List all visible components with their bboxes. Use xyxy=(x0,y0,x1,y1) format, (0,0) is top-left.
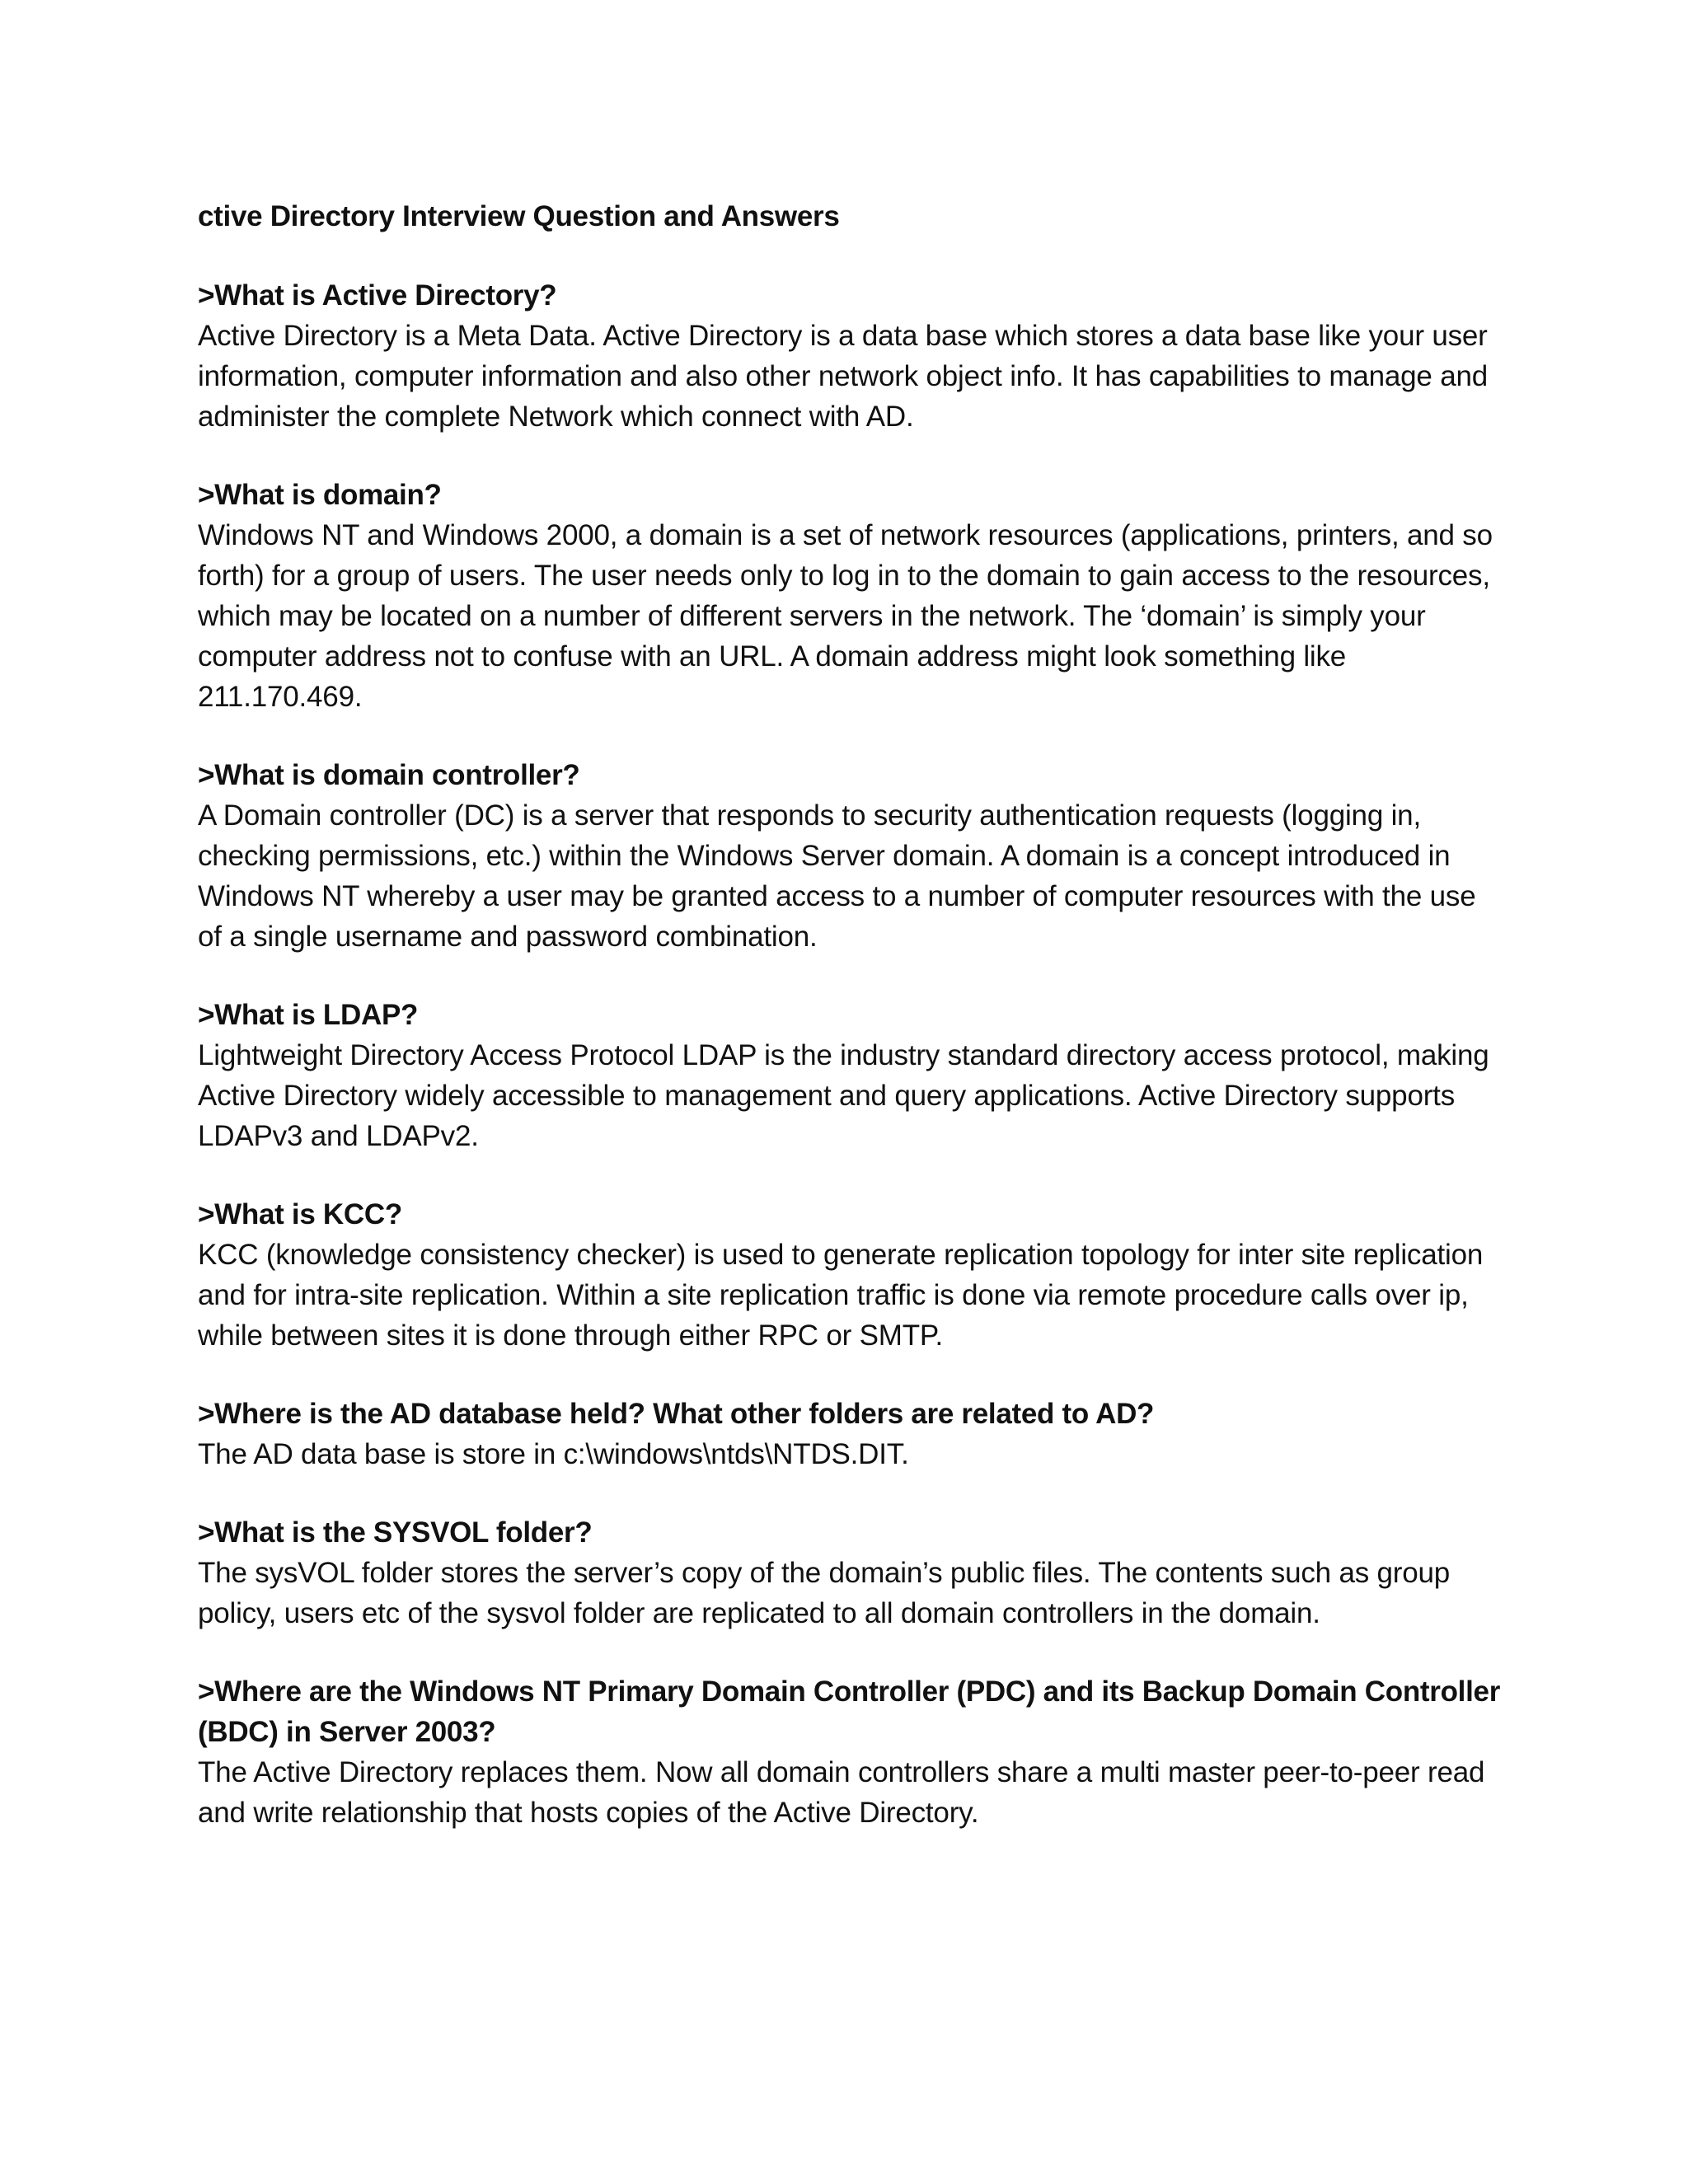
qa-item-domain-controller xyxy=(198,755,1500,957)
question-heading: >Where is the AD database held? What other folders are related to AD? xyxy=(198,1398,1155,1430)
answer-paragraph: Windows NT and Windows 2000, a domain is a set of network resources (applications, printers, and so forth) for a group of users. The user needs only to log in to the domain to gain access to the resources, which may be located on a number of different servers in the network. The ‘domain’ is simply your computer address not to confuse with an URL. A domain address might look something like 211.170.469. xyxy=(198,519,1493,713)
question-heading: >What is KCC? xyxy=(198,1198,402,1230)
question-heading: >What is the SYSVOL folder? xyxy=(198,1516,593,1549)
answer-paragraph: KCC (knowledge consistency checker) is used to generate replication topology for inter site replication and for intra-site replication. Within a site replication traffic is done via remote procedure calls over ip, while between sites it is done through either RPC or SMTP. xyxy=(198,1239,1484,1352)
question-heading: >What is LDAP? xyxy=(198,999,419,1031)
qa-item-active-directory xyxy=(198,275,1500,437)
question-heading: >What is domain? xyxy=(198,479,442,511)
qa-item-domain xyxy=(198,475,1500,717)
question-heading: >What is Active Directory? xyxy=(198,279,557,312)
document-title: ctive Directory Interview Question and Answers xyxy=(198,200,840,232)
qa-item-sysvol xyxy=(198,1512,1500,1633)
qa-item-ldap xyxy=(198,995,1500,1156)
answer-paragraph: Active Directory is a Meta Data. Active Directory is a data base which stores a data base like your user information, computer information and also other network object info. It has capabilities to manage and administer the complete Network which connect with AD. xyxy=(198,320,1489,433)
answer-paragraph: A Domain controller (DC) is a server that responds to security authentication requests (logging in, checking permissions, etc.) within the Windows Server domain. A domain is a concept introduced in Windows NT whereby a user may be granted access to a number of computer resources with the use of a single username and password combination. xyxy=(198,799,1476,953)
question-heading: >Where are the Windows NT Primary Domain Controller (PDC) and its Backup Domain Controller (BDC) in Server 2003? xyxy=(198,1675,1501,1748)
answer-paragraph: Lightweight Directory Access Protocol LDAP is the industry standard directory access protocol, making Active Directory widely accessible to management and query applications. Active Directory supports LDAPv3 and LDAPv2. xyxy=(198,1039,1489,1152)
question-heading: >What is domain controller? xyxy=(198,759,580,791)
qa-item-kcc xyxy=(198,1194,1500,1356)
qa-item-ad-database xyxy=(198,1394,1500,1474)
answer-paragraph: The AD data base is store in c:\windows\ntds\NTDS.DIT. xyxy=(198,1438,909,1470)
qa-item-pdc-bdc xyxy=(198,1671,1500,1833)
answer-paragraph: The Active Directory replaces them. Now all domain controllers share a multi master peer-to-peer read and write relationship that hosts copies of the Active Directory. xyxy=(198,1756,1485,1829)
document-content xyxy=(198,196,1500,1871)
answer-paragraph: The sysVOL folder stores the server’s copy of the domain’s public files. The contents such as group policy, users etc of the sysvol folder are replicated to all domain controllers in the domain. xyxy=(198,1557,1451,1629)
